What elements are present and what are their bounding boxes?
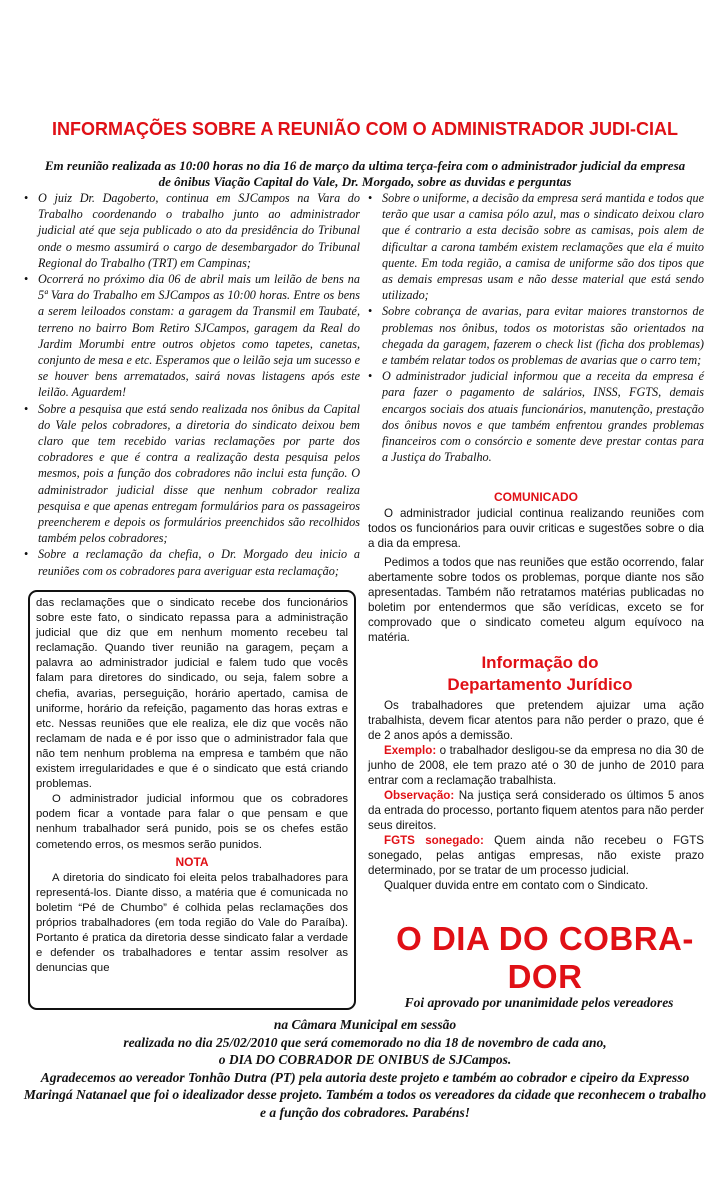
left-bullet-list — [24, 190, 360, 579]
left-column — [24, 190, 360, 595]
intro-paragraph: Em reunião realizada as 10:00 horas no dia 16 de março da ultima terça-feira com o administrador judicial da empresa de ônibus Viação Capital do Vale, Dr. Morgado, sobre as duvidas e perguntas — [44, 158, 686, 189]
fgts-label: FGTS sonegado: — [384, 834, 484, 847]
juridico-observacao — [368, 788, 704, 833]
list-item: • Sobre a pesquisa que está sendo realizada nos ônibus da Capital do Vale pelos cobradores, a diretoria do sindicato deixou bem claro que tem recebido varias reclamações por parte dos cobradores e que é contra a realização desta pesquisa pelos mesmos, pois a função dos cobradores não inclui esta função. O administrador judicial disse que nenhum cobrador realiza pesquisa e que apenas entregam formulários para os passageiros preencherem e depois os formulários preenchidos são recolhidos também pelos cobradores; — [24, 401, 360, 547]
observacao-label: Observação: — [384, 789, 455, 802]
announcement-line: Agradecemos ao vereador Tonhão Dutra (PT) pela autoria deste projeto e também ao cobrador e cipeiro da Expresso Maringá Natanael que foi o idealizador desse projeto. Também a todos os vereadores da cidade que reconhecem o trabalho e a função dos cobradores. Parabéns! — [23, 1069, 707, 1120]
comunicado-heading: COMUNICADO — [494, 490, 578, 504]
approval-line: Foi aprovado por unanimidade pelos vereadores — [404, 995, 674, 1010]
list-item: • Sobre a reclamação da chefia, o Dr. Morgado deu inicio a reuniões com os cobradores para averiguar esta reclamação; — [24, 546, 360, 578]
comunicado-paragraph: O administrador judicial continua realizando reuniões com todos os funcionários para ouvir criticas e sugestões sobre o dia a dia da empresa. — [368, 507, 704, 550]
box-paragraph: A diretoria do sindicato foi eleita pelos trabalhadores para representá-los. Diante disso, a matéria que é comunicada no boletim “Pé de Chumbo” é colhida pelas reclamações dos próprios trabalhadores (em toda região do Vale do Paraíba). Portanto é pratica da diretoria desse sindicato falar a verdade e defender os trabalhadores e tentar assim resolver as denuncias que — [36, 871, 348, 975]
list-item: • Sobre o uniforme, a decisão da empresa será mantida e todos que terão que usar a camisa pólo azul, mas o sindicato deixou claro que é contrario a esta decisão sobre as camisas, pois alem de dificultar a carona também existem reclamações que ela é muito quente. Em toda região, a camisa de uniforme são dos tipos que as demais empresas usam e não desse material que está sendo utilizado; — [368, 190, 704, 303]
juridico-title-line: Informação do — [481, 653, 599, 672]
comunicado-section — [368, 488, 704, 645]
fgts-text: Quem ainda não recebeu o FGTS sonegado, pelas antigas empresas, não existe prazo determinado, por se tratar de um processo judicial. — [368, 834, 705, 877]
exemplo-label: Exemplo: — [384, 744, 437, 757]
box-paragraph: O administrador judicial informou que os cobradores podem ficar a vontade para falar o que pensam e que nenhum trabalhador será punido, pois se os chefes estão cometendo erros, os mesmos serão punidos. — [36, 793, 348, 851]
cobrador-title-line: DOR — [507, 958, 583, 995]
juridico-title-line: Departamento Jurídico — [447, 675, 633, 694]
list-item: • O administrador judicial informou que a receita da empresa é para fazer o pagamento de salários, INSS, FGTS, demais encargos sociais dos atuais funcionários, manutenção, prestação dos ônibus novos e que também enfrentou grandes problemas financeiros com o consórcio e somente deve prestar contas para a Justiça do Trabalho. — [368, 368, 704, 465]
box-paragraph: das reclamações que o sindicato recebe dos funcionários sobre este fato, o sindicato repassa para a administração judicial que diz que em nenhum momento recebeu tal reclamação. Quando tiver reunião na garagem, peçam a palavra ao administrador judicial e falem tudo que vocês falam para diretores do sindicado, ou seja, falem sobre a chefia, avarias, perseguição, horário apertado, camisa de uniforme, horário da refeição, pagamento das horas extras e etc. Nessas reuniões que ele realiza, ele diz que vocês não reclamam de nada e é por isso que o administrador fala que não tem nenhum problema na empresa e também que não existem irregularidades e que é o sindicato que está criando problemas. — [36, 597, 348, 791]
announcement-line: o DIA DO COBRADOR DE ONIBUS de SJCampos. — [218, 1052, 512, 1067]
bottom-announcement — [20, 1012, 710, 1121]
page-title: INFORMAÇÕES SOBRE A REUNIÃO COM O ADMINISTRADOR JUDI-CIAL — [51, 119, 678, 139]
list-item: • O juiz Dr. Dagoberto, continua em SJCampos na Vara do Trabalho coordenando o trabalho junto ao administrador judicial até que seja publicado o ato da presidência do Tribunal onde o mesmo assumirá o cargo de desembargador do Tribunal Regional do Trabalho (TRT) em Campinas; — [24, 190, 360, 271]
nota-heading: NOTA — [175, 854, 209, 869]
juridico-paragraph: Qualquer duvida entre em contato com o Sindicato. — [384, 879, 649, 892]
list-item: • Sobre cobrança de avarias, para evitar maiores transtornos de problemas nos ônibus, todos os motoristas são orientados na chegada da garagem, fazerem o check list (ficha dos problemas) e também relatar todos os problemas de avarias que o carro tem; — [368, 303, 704, 368]
juridico-section — [368, 698, 704, 893]
cobrador-title — [385, 920, 705, 996]
announcement-line: na Câmara Municipal em sessão — [273, 1017, 457, 1032]
juridico-title — [380, 652, 700, 696]
announcement-line: realizada no dia 25/02/2010 que será comemorado no dia 18 de novembro de cada ano, — [123, 1034, 607, 1050]
juridico-paragraph: Os trabalhadores que pretendem ajuizar uma ação trabalhista, devem ficar atentos para não perder o prazo, que é de 2 anos após a demissão. — [368, 699, 704, 742]
exemplo-text: o trabalhador desligou-se da empresa no dia 30 de junho de 2008, ele tem prazo até o 30 de junho de 2010 para entrar com a reclamação trabalhista. — [368, 744, 704, 787]
juridico-exemplo — [368, 743, 704, 788]
juridico-fgts — [368, 833, 704, 878]
comunicado-paragraph: Pedimos a todos que nas reuniões que estão ocorrendo, falar abertamente sobre todos os problemas, porque diante nos são apresentadas. Também não retratamos matérias publicadas no boletim por entendermos que são verídicas, exceto se for comprovado que o sindicato cometeu algum equívoco na matéria. — [368, 556, 704, 644]
bordered-text-box — [28, 590, 356, 1010]
cobrador-title-line: O DIA DO COBRA- — [396, 920, 694, 957]
observacao-text: Na justiça será considerado os últimos 5 anos da entrada do processo, portanto fiquem atentos para não perder seus direitos. — [368, 789, 704, 832]
list-item: • Ocorrerá no próximo dia 06 de abril mais um leilão de bens na 5ª Vara do Trabalho em SJCampos as 10:00 horas. Entre os bens a serem leiloados constam: a garagem da Transmil em Taubaté, terreno no bairro Bom Retiro SJCampos, garagem da Real do Jardim Morumbi entre outros objetos como tapetes, canetas, conjunto de mesa e etc. Esperamos que o leilão seja um sucesso e se houver bens arrematados, sairá novas listagens após este leilão. Aguardem! — [24, 271, 360, 401]
right-bullet-list — [368, 190, 704, 465]
right-column — [368, 190, 704, 465]
